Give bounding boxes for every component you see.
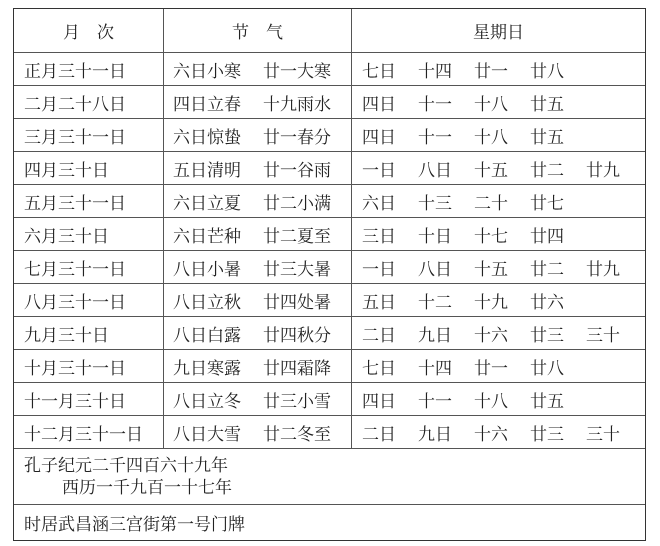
jieqi-cell bbox=[164, 152, 352, 184]
sunday-date: 四日 bbox=[362, 391, 396, 412]
sunday-date: 四日 bbox=[362, 127, 396, 148]
jieqi-first: 五日清明 bbox=[173, 160, 241, 181]
jieqi-second: 廿四秋分 bbox=[263, 325, 331, 346]
sunday-date: 六日 bbox=[362, 193, 396, 214]
sunday-date: 廿五 bbox=[530, 127, 564, 148]
sundays-cell bbox=[352, 350, 645, 382]
jieqi-cell bbox=[164, 383, 352, 415]
table-row bbox=[14, 415, 645, 448]
sunday-date: 十四 bbox=[418, 358, 452, 379]
sunday-date: 十七 bbox=[474, 226, 508, 247]
sunday-date: 七日 bbox=[362, 358, 396, 379]
sunday-date: 三十 bbox=[586, 325, 620, 346]
month-cell: 十一月三十日 bbox=[14, 383, 164, 415]
month-cell: 三月三十一日 bbox=[14, 119, 164, 151]
table-row bbox=[14, 52, 645, 85]
jieqi-second: 廿二冬至 bbox=[263, 424, 331, 445]
jieqi-cell bbox=[164, 317, 352, 349]
month-cell: 八月三十一日 bbox=[14, 284, 164, 316]
header-sunday: 星期日 bbox=[473, 23, 524, 43]
sunday-date: 廿九 bbox=[586, 259, 620, 280]
jieqi-second: 廿二小满 bbox=[263, 193, 331, 214]
jieqi-first: 六日小寒 bbox=[173, 61, 241, 82]
jieqi-second: 廿四霜降 bbox=[263, 358, 331, 379]
sunday-date: 十一 bbox=[418, 391, 452, 412]
sundays-cell bbox=[352, 86, 645, 118]
sunday-date: 八日 bbox=[418, 160, 452, 181]
jieqi-second: 廿三小雪 bbox=[263, 391, 331, 412]
jieqi-first: 六日立夏 bbox=[173, 193, 241, 214]
jieqi-second: 廿三大暑 bbox=[263, 259, 331, 280]
table-row bbox=[14, 283, 645, 316]
jieqi-cell bbox=[164, 185, 352, 217]
sunday-date: 十八 bbox=[474, 94, 508, 115]
sunday-date: 十六 bbox=[474, 424, 508, 445]
sunday-date: 二日 bbox=[362, 325, 396, 346]
sunday-date: 十八 bbox=[474, 391, 508, 412]
sunday-date: 十八 bbox=[474, 127, 508, 148]
sunday-date: 廿二 bbox=[530, 259, 564, 280]
jieqi-first: 八日大雪 bbox=[173, 424, 241, 445]
jieqi-first: 九日寒露 bbox=[173, 358, 241, 379]
jieqi-cell bbox=[164, 218, 352, 250]
jieqi-first: 八日立冬 bbox=[173, 391, 241, 412]
sunday-date: 三十 bbox=[586, 424, 620, 445]
jieqi-second: 廿二夏至 bbox=[263, 226, 331, 247]
jieqi-first: 四日立春 bbox=[173, 94, 241, 115]
sunday-date: 十六 bbox=[474, 325, 508, 346]
jieqi-first: 八日白露 bbox=[173, 325, 241, 346]
sunday-date: 廿八 bbox=[530, 358, 564, 379]
jieqi-second: 十九雨水 bbox=[263, 94, 331, 115]
table-row bbox=[14, 151, 645, 184]
western-era: 西历一千九百一十七年 bbox=[62, 478, 232, 498]
month-cell: 十月三十一日 bbox=[14, 350, 164, 382]
calendar-table bbox=[13, 8, 646, 541]
month-cell: 四月三十日 bbox=[14, 152, 164, 184]
jieqi-first: 六日芒种 bbox=[173, 226, 241, 247]
month-cell: 十二月三十一日 bbox=[14, 416, 164, 448]
sundays-cell bbox=[352, 416, 645, 448]
jieqi-cell bbox=[164, 119, 352, 151]
table-row bbox=[14, 85, 645, 118]
month-cell: 七月三十一日 bbox=[14, 251, 164, 283]
jieqi-cell bbox=[164, 53, 352, 85]
sunday-date: 二十 bbox=[474, 193, 508, 214]
sunday-date: 廿六 bbox=[530, 292, 564, 313]
sunday-date: 廿三 bbox=[530, 424, 564, 445]
sunday-date: 十九 bbox=[474, 292, 508, 313]
jieqi-cell bbox=[164, 416, 352, 448]
jieqi-second: 廿一春分 bbox=[263, 127, 331, 148]
sunday-date: 十二 bbox=[418, 292, 452, 313]
month-cell: 正月三十一日 bbox=[14, 53, 164, 85]
header-month: 月 次 bbox=[14, 9, 164, 52]
jieqi-cell bbox=[164, 284, 352, 316]
sunday-date: 廿五 bbox=[530, 94, 564, 115]
table-row bbox=[14, 316, 645, 349]
header-row bbox=[14, 9, 645, 52]
table-row bbox=[14, 382, 645, 415]
sunday-date: 十三 bbox=[418, 193, 452, 214]
sundays-cell bbox=[352, 53, 645, 85]
sunday-date: 廿三 bbox=[530, 325, 564, 346]
sunday-date: 十五 bbox=[474, 160, 508, 181]
sundays-cell bbox=[352, 218, 645, 250]
table-row bbox=[14, 118, 645, 151]
sunday-date: 一日 bbox=[362, 259, 396, 280]
sunday-date: 廿九 bbox=[586, 160, 620, 181]
jieqi-cell bbox=[164, 350, 352, 382]
sunday-date: 三日 bbox=[362, 226, 396, 247]
sunday-date: 八日 bbox=[418, 259, 452, 280]
table-body bbox=[14, 52, 645, 448]
header-jieqi: 节 气 bbox=[164, 9, 352, 52]
month-cell: 二月二十八日 bbox=[14, 86, 164, 118]
sunday-date: 十四 bbox=[418, 61, 452, 82]
sunday-date: 廿一 bbox=[474, 61, 508, 82]
sunday-date: 九日 bbox=[418, 424, 452, 445]
table-row bbox=[14, 250, 645, 283]
sundays-cell bbox=[352, 185, 645, 217]
sunday-date: 十一 bbox=[418, 94, 452, 115]
sundays-cell bbox=[352, 152, 645, 184]
sundays-cell bbox=[352, 119, 645, 151]
sunday-date: 十五 bbox=[474, 259, 508, 280]
sunday-date: 七日 bbox=[362, 61, 396, 82]
sunday-date: 二日 bbox=[362, 424, 396, 445]
jieqi-first: 八日立秋 bbox=[173, 292, 241, 313]
jieqi-cell bbox=[164, 86, 352, 118]
sunday-date: 五日 bbox=[362, 292, 396, 313]
address-note: 时居武昌涵三宫街第一号门牌 bbox=[14, 504, 645, 540]
sundays-cell bbox=[352, 284, 645, 316]
table-row bbox=[14, 217, 645, 250]
table-row bbox=[14, 184, 645, 217]
sunday-date: 廿一 bbox=[474, 358, 508, 379]
sunday-date: 十一 bbox=[418, 127, 452, 148]
jieqi-first: 六日惊蛰 bbox=[173, 127, 241, 148]
month-cell: 五月三十一日 bbox=[14, 185, 164, 217]
sunday-date: 一日 bbox=[362, 160, 396, 181]
sunday-date: 九日 bbox=[418, 325, 452, 346]
sunday-date: 廿二 bbox=[530, 160, 564, 181]
month-cell: 六月三十日 bbox=[14, 218, 164, 250]
sundays-cell bbox=[352, 383, 645, 415]
jieqi-second: 廿四处暑 bbox=[263, 292, 331, 313]
jieqi-second: 廿一大寒 bbox=[263, 61, 331, 82]
jieqi-cell bbox=[164, 251, 352, 283]
jieqi-first: 八日小暑 bbox=[173, 259, 241, 280]
confucian-era: 孔子纪元二千四百六十九年 bbox=[24, 456, 228, 476]
month-cell: 九月三十日 bbox=[14, 317, 164, 349]
sundays-cell bbox=[352, 317, 645, 349]
sunday-date: 十日 bbox=[418, 226, 452, 247]
sunday-date: 廿五 bbox=[530, 391, 564, 412]
jieqi-second: 廿一谷雨 bbox=[263, 160, 331, 181]
sunday-date: 四日 bbox=[362, 94, 396, 115]
sundays-cell bbox=[352, 251, 645, 283]
sunday-date: 廿四 bbox=[530, 226, 564, 247]
sunday-date: 廿八 bbox=[530, 61, 564, 82]
era-note bbox=[14, 448, 645, 504]
table-row bbox=[14, 349, 645, 382]
sunday-date: 廿七 bbox=[530, 193, 564, 214]
